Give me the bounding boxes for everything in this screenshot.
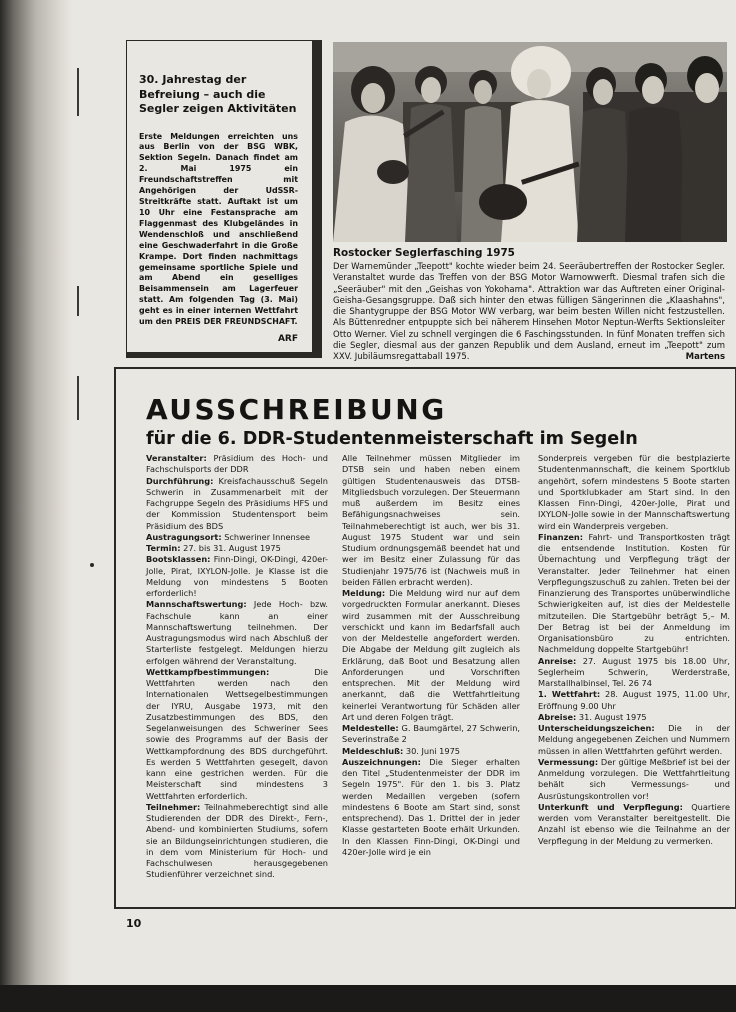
paragraph-label: Veranstalter: [146, 453, 207, 463]
paragraph-label: 1. Wettfahrt: [538, 689, 601, 700]
paragraph-text: Die Meldung wird nur auf dem vorgedruckten Formular anerkannt. Dieses wird zusammen mit der Ausschreibung verschickt und kann im Bedarfsfall auch von der Meldestelle angefordert werden. Die Abgabe der Meldung gilt zugleich als Erklärung, daß Boot und Besatzung allen Anforderungen und Vorschriften entsprechen. Mit der Meldung wird anerkannt, daß die Wettfahrtleitung keinerlei Verantwortung für Schäden aller Art und deren Folgen trägt. [342, 588, 520, 722]
tender-paragraph [146, 453, 328, 476]
paragraph-label: Wettkampfbestimmungen: [146, 666, 270, 677]
tender-paragraph [342, 757, 520, 858]
tender-paragraph [146, 554, 328, 599]
caption-signature: Martens [685, 352, 725, 363]
paragraph-text: Die Sieger erhalten den Titel „Studentenmeister der DDR im Segeln 1975". Für den 1. bis 3. Platz werden Medaillen vergeben (sofern mindestens 6 Boote am Start sind, sonst entsprechend). Das 1. Drittel der in jeder Klasse gestarteten Boote erhält Urkunden. In den Klassen Finn-Dingi, OK-Dingi und 420er-Jolle wird je ein [342, 756, 520, 857]
margin-rule [77, 68, 79, 116]
tender-subtitle: für die 6. DDR-Studentenmeisterschaft im Segeln [146, 429, 638, 449]
tender-paragraph [146, 476, 328, 532]
paragraph-label: Meldestelle: [342, 723, 399, 733]
margin-rule [77, 376, 79, 420]
tender-column-2 [342, 453, 520, 858]
paragraph-text: 28. August 1975, 11.00 Uhr, Eröffnung 9.00 Uhr [538, 689, 731, 711]
paragraph-label: Austragungsort: [146, 531, 222, 542]
paragraph-text: 27. bis 31. August 1975 [180, 543, 281, 553]
tender-paragraph [146, 667, 328, 802]
photo-caption-title: Rostocker Seglerfasching 1975 [333, 247, 515, 259]
tender-paragraph [538, 802, 730, 847]
tender-paragraph [538, 757, 730, 802]
paragraph-text: G. Baumgärtel, 27 Schwerin, Severinstraße 2 [342, 723, 520, 745]
paragraph-text: Präsidium des Hoch- und Fachschulsports der DDR [146, 453, 328, 475]
notice-signature: ARF [277, 334, 298, 345]
paragraph-text: 27. August 1975 bis 18.00 Uhr, Seglerheim Schwerin, Werderstraße, Marstallhalbinsel, Tel. 26 74 [538, 655, 730, 688]
tender-paragraph [538, 723, 730, 757]
paragraph-label: Termin: [146, 543, 181, 553]
paragraph-label: Meldeschluß: [342, 745, 404, 756]
tender-paragraph [342, 723, 520, 746]
paragraph-label: Bootsklassen: [146, 554, 211, 565]
photo-caption-body [333, 262, 725, 363]
tender-paragraph [538, 689, 730, 712]
paragraph-text: Sonderpreis vergeben für die bestplazierte Studentenmannschaft, die keinem Sportklub angehört, sofern mindestens 5 Boote starten und Sportklubkader am Start sind. In den Klassen Finn-Dingi, 420er-Jolle, Pirat und IXYLON-Jolle sowie in der Mannschaftswertung wird ein Wanderpreis vergeben. [538, 453, 730, 531]
paragraph-text: Alle Teilnehmer müssen Mitglieder im DTSB sein und haben neben einem gültigen Studentenausweis das DTSB-Mitgliedsbuch vorzulegen. Der Steuermann muß außerdem im Besitz eines Befähigungsnachweises sein. Teilnahmeberechtigt ist auch, wer bis 31. August 1975 Student war und sein Studium ordnungsgemäß beendet hat und wer im Besitz einer Zulassung für das Studienjahr 1975/76 ist (Nachweis muß in beiden Fällen erbracht werden). [342, 453, 520, 587]
tender-paragraph [146, 599, 328, 667]
tender-paragraph [342, 746, 520, 757]
tender-paragraph [538, 712, 730, 723]
paragraph-text: Schweriner Innensee [221, 531, 311, 542]
paragraph-text: Kreisfachausschuß Segeln Schwerin in Zusammenarbeit mit der Fachgruppe Segeln des Präsidiums HFS und der Kommission Studentensport beim Präsidium des BDS [146, 475, 328, 531]
page-number: 10 [126, 917, 142, 930]
tender-column-1 [146, 453, 328, 881]
paragraph-label: Unterkunft und Verpflegung: [538, 801, 683, 812]
paragraph-text: Die Wettfahrten werden nach den Internationalen Wettsegelbestimmungen der IYRU, Ausgabe 1973, mit den Zusatzbestimmungen des BDS, den Segelanweisungen des Schweriner Sees sowie des Programms auf der Basis der Wettkampfordnung des BDS durchgeführt. Es werden 5 Wettfahrten gesegelt, davon kann eine gestrichen werden. Für die Meisterschaft sind mindestens 3 Wettfahrten erforderlich. [146, 666, 328, 801]
paragraph-text: Teilnahmeberechtigt sind alle Studierenden der DDR des Direkt-, Fern-, Abend- und kombinierten Studiums, sofern sie an Bildungseinrichtungen studieren, die in dem vom Ministerium für Hoch- und Fachschulwesen herausgegebenen Studienführer verzeichnet sind. [146, 801, 328, 880]
tender-paragraph [538, 656, 730, 690]
paragraph-label: Auszeichnungen: [342, 756, 421, 767]
paragraph-text: 30. Juni 1975 [403, 745, 461, 756]
tender-title: AUSSCHREIBUNG [146, 393, 447, 426]
paragraph-label: Teilnehmer: [146, 801, 201, 812]
margin-dot [90, 563, 94, 567]
paragraph-label: Meldung: [342, 588, 386, 598]
paragraph-label: Vermessung: [538, 756, 599, 767]
paragraph-text: Fahrt- und Transportkosten trägt die entsendende Institution. Kosten für Übernachtung und Verpflegung trägt der Veranstalter. Jeder Teilnehmer hat einen Verpflegungszuschuß zu zahlen. Treten bei der Finanzierung des Transportes unüberwindliche Schwierigkeiten auf, ist dies der Meldestelle mitzuteilen. Die Startgebühr beträgt 5,– M. Der Betrag ist bei der Anmeldung im Organisationsbüro zu entrichten. Nachmeldung doppelte Startgebühr! [538, 531, 730, 655]
notice-title: 30. Jahrestag der Befreiung – auch die Segler zeigen Aktivitäten [139, 73, 297, 115]
tender-paragraph [146, 543, 328, 554]
tender-announcement-box [114, 367, 736, 909]
caption-text: Der Warnemünder „Teepott" kochte wieder beim 24. Seeräubertreffen der Rostocker Segler. Veranstaltet wurde das Treffen von der BSG Motor Warnowwerft. Diesmal trafen sich die „Seeräuber" mit den „Geishas von Yokohama". Attraktion war das Auftreten einer Original-Geisha-Gesangsgruppe. Daß sich hinter den etwas fülligen Sängerinnen die „Klaashahns", die Shantygruppe der BSG Motor WW verbarg, war beim besten Willen nicht festzustellen. Als Büttenredner entpuppte sich bei näherem Hinsehen Motor Neptun-Werfts Sektionsleiter Otto Werner. Viel zu schnell vergingen die 6 Faschingsstunden. In fünf Monaten treffen sich die Segler, diesmal aus der ganzen Republik und dem Ausland, erneut im „Teepott" zum XXV. Jubiläumsregattaball 1975. [333, 262, 725, 363]
tender-paragraph [538, 532, 730, 656]
binding-gutter [0, 0, 72, 985]
tender-column-3 [538, 453, 730, 847]
tender-paragraph [342, 453, 520, 588]
paragraph-text: Der gültige Meßbrief ist bei der Anmeldung vorzulegen. Die Wettfahrtleitung behält sich Vermessungs- und Ausrüstungskontrollen vor! [538, 756, 730, 801]
carnival-photo-image [333, 42, 727, 242]
paragraph-text: Jede Hoch- bzw. Fachschule kann an einer Mannschaftswertung teilnehmen. Der Austragungsmodus wird nach Abschluß der Starterliste festgelegt. Meldungen hierzu erfolgen während der Veranstaltung. [146, 599, 328, 666]
anniversary-notice-box [126, 40, 322, 358]
paragraph-text: Quartiere werden vom Veranstalter bereitgestellt. Die Anzahl ist ebenso wie die Teilnahme an der Verpflegung in der Meldung zu vermerken. [538, 801, 730, 846]
paragraph-text: Die in der Meldung angegebenen Zeichen und Nummern müssen in allen Wettfahrten geführt werden. [538, 723, 730, 756]
paragraph-label: Abreise: [538, 711, 577, 722]
carnival-photo [333, 42, 727, 242]
paragraph-text: 31. August 1975 [576, 711, 647, 722]
paragraph-label: Durchführung: [146, 475, 214, 486]
tender-paragraph [538, 453, 730, 532]
margin-rule [77, 286, 79, 316]
paragraph-label: Anreise: [538, 655, 577, 666]
tender-paragraph [146, 532, 328, 543]
tender-paragraph [146, 802, 328, 881]
paragraph-label: Finanzen: [538, 531, 584, 542]
paragraph-label: Mannschaftswertung: [146, 599, 247, 610]
paragraph-label: Unterscheidungszeichen: [538, 723, 655, 733]
tender-paragraph [342, 588, 520, 723]
notice-body: Erste Meldungen erreichten uns aus Berlin von der BSG WBK, Sektion Segeln. Danach findet am 2. Mai 1975 ein Freundschaftstreffen mit Angehörigen der UdSSR-Streitkräfte statt. Auftakt ist um 10 Uhr eine Festansprache am Flaggenmast des Klubgeländes in Wendenschloß und anschließend eine Geschwaderfahrt in die Große Krampe. Dort finden nachmittags gemeinsame sportliche Spiele und am Abend ein geselliges Beisammensein am Lagerfeuer statt. Am folgenden Tag (3. Mai) geht es in einer internen Wettfahrt um den PREIS DER FREUNDSCHAFT. [139, 131, 298, 327]
paragraph-text: Finn-Dingi, OK-Dingi, 420er-Jolle, Pirat, IXYLON-Jolle. Je Klasse ist die Meldung von mindestens 5 Booten erforderlich! [146, 554, 328, 598]
